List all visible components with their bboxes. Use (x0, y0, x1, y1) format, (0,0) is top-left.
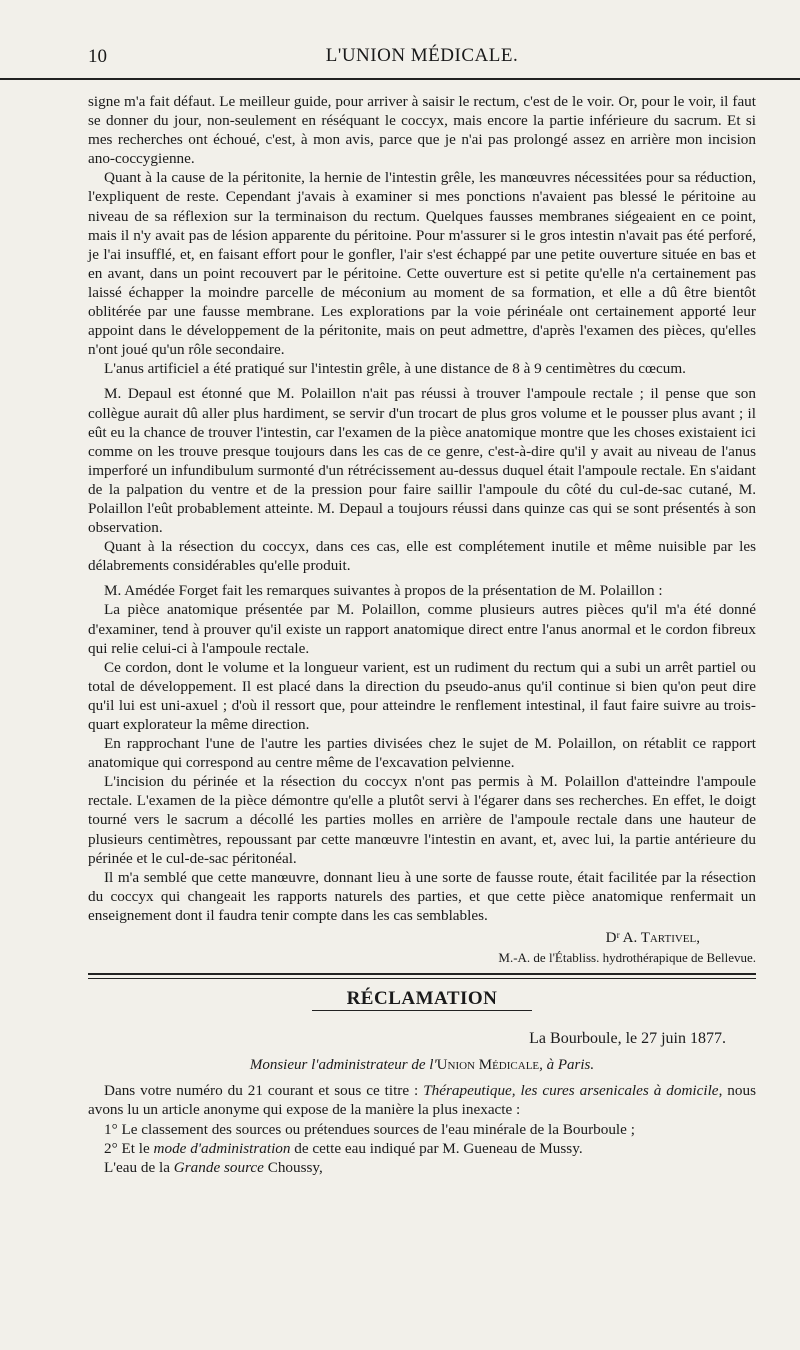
paragraph: La pièce anatomique présentée par M. Polaillon, comme plusieurs autres pièces qu'il m'a été donné d'examiner, tend à prouver qu'il existe un rapport anatomique direct entre l'anus anormal et le cordon fibreux qui relie celui-ci à l'ampoule rectale. (88, 601, 756, 657)
last-italic: Grande source (173, 1158, 264, 1176)
item2-text-a: 2° Et le (104, 1139, 154, 1157)
letter-item-2 (88, 1139, 756, 1158)
title-underline (312, 1010, 532, 1011)
salutation (88, 1056, 756, 1075)
intro-text-b: , nous avons lu un article anonyme qui expose de la manière la plus inexacte : (88, 1082, 756, 1119)
running-title: L'UNION MÉDICALE. (325, 45, 519, 66)
paragraph: M. Amédée Forget fait les remarques suivantes à propos de la présentation de M. Polaillon : (104, 582, 663, 600)
last-text-a: L'eau de la (104, 1158, 174, 1176)
intro-italic: Thérapeutique, les cures arsenicales à domicile (423, 1082, 719, 1100)
salutation-suffix: , à Paris. (539, 1057, 595, 1074)
page-header (88, 0, 756, 70)
item2-italic: mode d'administration (153, 1139, 291, 1157)
dateline: La Bourboule, le 27 juin 1877. (529, 1030, 726, 1048)
header-rule (0, 78, 800, 80)
salutation-prefix: Monsieur l'administrateur de l' (249, 1057, 437, 1074)
paragraph: En rapprochant l'une de l'autre les parties divisées chez le sujet de M. Polaillon, on rétablit ce rapport anatomique qui correspond au centre même de l'excavation pelvienne. (88, 735, 756, 772)
paragraph: L'incision du périnée et la résection du coccyx n'ont pas permis à M. Polaillon d'atteindre l'ampoule rectale. L'examen de la pièce démontre qu'elle a plutôt servi à l'égarer dans ses recherches. En effet, le doigt tourné vers le sacrum a décollé les parties molles en arrière de l'ampoule rectale dans une hauteur de plusieurs centimètres, repoussant par cette manœuvre l'intestin en avant, et, avec lui, la partie antérieure du périnée et le cul-de-sac péritonéal. (88, 773, 756, 867)
paragraph: signe m'a fait défaut. Le meilleur guide, pour arriver à saisir le rectum, c'est de le voir. Or, pour le voir, il faut se donner du jour, non-seulement en réséquant le coccyx, mais encore la partie inférieure du sacrum. Et si mes recherches ont échoué, c'est, à mon avis, parce que je n'ai pas prolongé assez en arrière mon incision ano-coccygienne. (88, 93, 756, 168)
signature-block (88, 929, 756, 967)
last-text-b: Choussy, (263, 1158, 323, 1176)
paragraph: M. Depaul est étonné que M. Polaillon n'ait pas réussi à trouver l'ampoule rectale ; il pense que son collègue aurait dû aller plus hardiment, se servir d'un trocart de plus gros volume et le pousser plus avant ; il eût eu la chance de trouver l'intestin, car l'examen de la pièce anatomique montre que les choses existaient ici comme on les trouve presque toujours dans les cas de ce genre, c'est-à-dire qu'il y avait au niveau de l'anus imperforé un infundibulum surmonté d'un rétrécissement au-dessus duquel était l'ampoule rectale. En s'aidant de la palpation du ventre et de la pression pour faire saillir l'ampoule du côté du cul-de-sac cutané, M. Polaillon l'eût probablement atteinte. M. Depaul a toujours réussi dans quinze cas qui se sont présentés à son observation. (88, 385, 756, 537)
section-title: RÉCLAMATION (346, 988, 498, 1010)
article-body (88, 92, 756, 1177)
paragraph: Il m'a semblé que cette manœuvre, donnant lieu à une sorte de fausse route, était facilitée par la résection du coccyx qui changeait les rapports naturels des parties, et que cette pièce anatomique renfermait un enseignement dont il faudra tenir compte dans les cas semblables. (88, 868, 756, 924)
intro-text-a: Dans votre numéro du 21 courant et sous ce titre : (104, 1082, 424, 1100)
item2-text-b: de cette eau indiqué par M. Gueneau de Mussy. (290, 1139, 583, 1157)
paragraph: Quant à la cause de la péritonite, la hernie de l'intestin grêle, les manœuvres nécessitées pour sa réduction, l'expliquent de reste. Cependant j'avais à examiner si mes ponctions n'avaient pas blessé le péritoine au niveau de sa réflexion sur la terminaison du rectum. Quelques fausses membranes siégeaient en ce point, mais il n'y avait pas de lésion apparente du péritoine. Pour m'assurer si le gros intestin n'avait pas été perforé, je l'ai insufflé, et, en faisant effort pour le gonfler, l'air s'est échappé par une petite ouverture située en bas et en avant, dans un point recouvert par le péritoine. Cette ouverture est si petite qu'elle n'a certainement pas laissé échapper la moindre parcelle de méconium au moment de sa formation, et elle a dû être bientôt oblitérée par une fausse membrane. Les explorations par la voie périnéale ont certainement apporté leur appoint dans le développement de la péritonite, mais on peut admettre, d'après l'examen des pièces, qu'elles n'ont joué qu'un rôle secondaire. (88, 169, 756, 359)
letter-item-1: 1° Le classement des sources ou prétendues sources de l'eau minérale de la Bourboule ; (104, 1120, 635, 1138)
page-number: 10 (88, 46, 107, 67)
letter-intro (88, 1081, 756, 1119)
salutation-journal: Union Médicale (436, 1057, 540, 1074)
paragraph: Ce cordon, dont le volume et la longueur varient, est un rudiment du rectum qui a subi un arrêt partiel ou total de développement. Il est placé dans la direction du pseudo-anus qu'il continue si bien qu'on peut dire qu'il lui est uni-axuel ; d'où il ressort que, pour atteindre le renflement intestinal, il faut faire suivre au trois-quart explorateur la même direction. (88, 658, 756, 733)
paragraph: L'anus artificiel a été pratiqué sur l'intestin grêle, à une distance de 8 à 9 centimètres du cœcum. (104, 360, 686, 378)
signature-name: Dʳ A. Tartivel, (605, 930, 700, 947)
signature-title: M.-A. de l'Établiss. hydrothérapique de Bellevue. (498, 950, 756, 966)
letter-last-line (88, 1158, 756, 1177)
section-divider (88, 973, 756, 979)
paragraph: Quant à la résection du coccyx, dans ces cas, elle est complétement inutile et même nuisible par les délabrements considérables qu'elle produit. (88, 538, 756, 575)
